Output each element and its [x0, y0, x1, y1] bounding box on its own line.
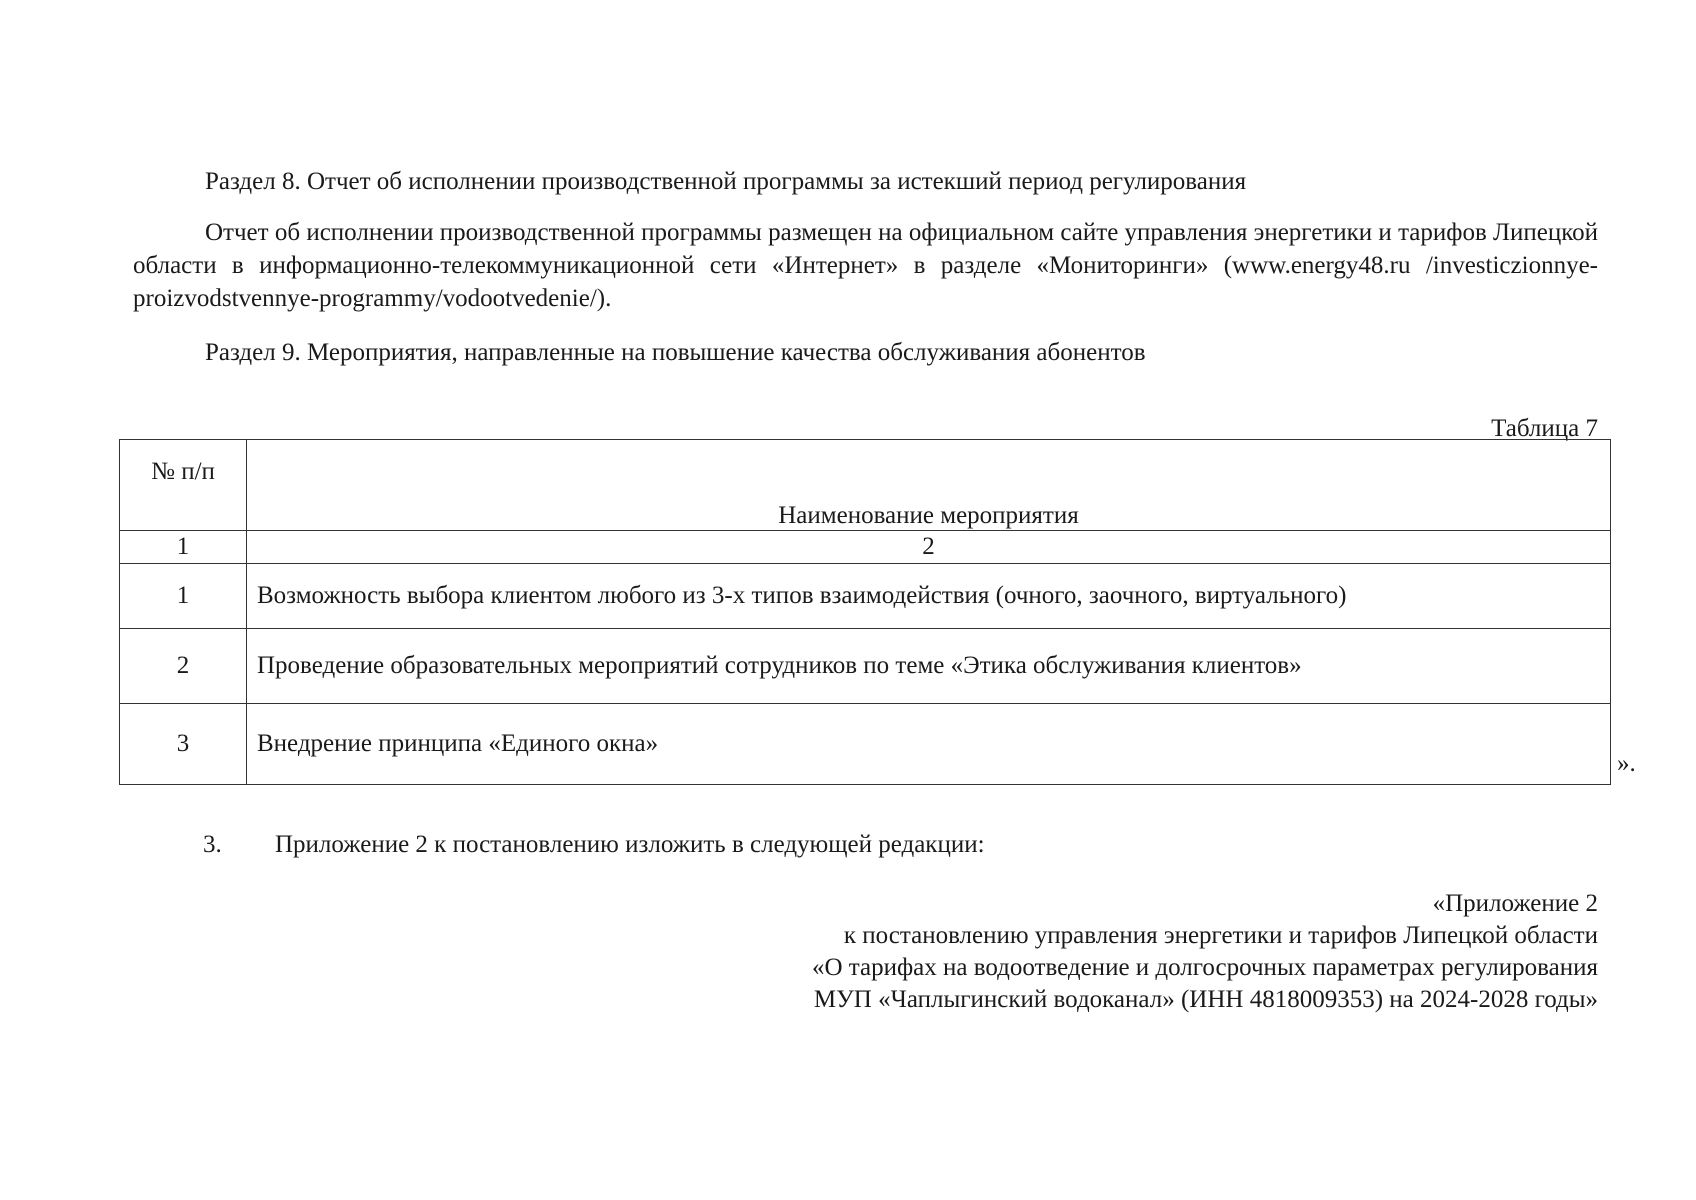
row-number: 1: [120, 564, 247, 629]
item-3-text: Приложение 2 к постановлению изложить в следующей редакции:: [275, 831, 985, 858]
table-index-row: [120, 531, 1611, 564]
row-name: Возможность выбора клиентом любого из 3-х типов взаимодействия (очного, заочного, виртуального): [247, 564, 1611, 629]
section-8-paragraph: Отчет об исполнении производственной программы размещен на официальном сайте управления энергетики и тарифов Липецкой области в информационно-телекоммуникационной сети «Интернет» в разделе «Мониторинги» (www.energy48.ru /investiczionnye-proizvodstvennye-programmy/vodootvedenie/).: [133, 219, 1598, 312]
table-header-row: [120, 440, 1611, 531]
appendix-title: «Приложение 2: [1432, 890, 1598, 917]
index-col-1: 1: [120, 531, 247, 564]
table-row: [120, 704, 1611, 785]
item-3-number: 3.: [203, 831, 222, 858]
measures-table: [119, 439, 1611, 785]
table-closing-mark: ».: [1617, 750, 1636, 777]
header-name: Наименование мероприятия: [247, 440, 1611, 531]
header-number: № п/п: [120, 440, 247, 531]
section-8-heading: Раздел 8. Отчет об исполнении производственной программы за истекший период регулирования: [205, 168, 1247, 195]
table-row: [120, 629, 1611, 704]
appendix-line-2: к постановлению управления энергетики и тарифов Липецкой области: [843, 922, 1598, 949]
appendix-line-3: «О тарифах на водоотведение и долгосрочных параметрах регулирования: [811, 954, 1598, 981]
table-caption: Таблица 7: [1491, 415, 1598, 442]
section-9-heading: Раздел 9. Мероприятия, направленные на повышение качества обслуживания абонентов: [205, 339, 1146, 366]
appendix-line-4: МУП «Чаплыгинский водоканал» (ИНН 4818009353) на 2024-2028 годы»: [813, 986, 1598, 1013]
row-name: Внедрение принципа «Единого окна»: [247, 704, 1611, 785]
row-number: 2: [120, 629, 247, 704]
row-number: 3: [120, 704, 247, 785]
row-name: Проведение образовательных мероприятий сотрудников по теме «Этика обслуживания клиентов»: [247, 629, 1611, 704]
table-row: [120, 564, 1611, 629]
index-col-2: 2: [247, 531, 1611, 564]
